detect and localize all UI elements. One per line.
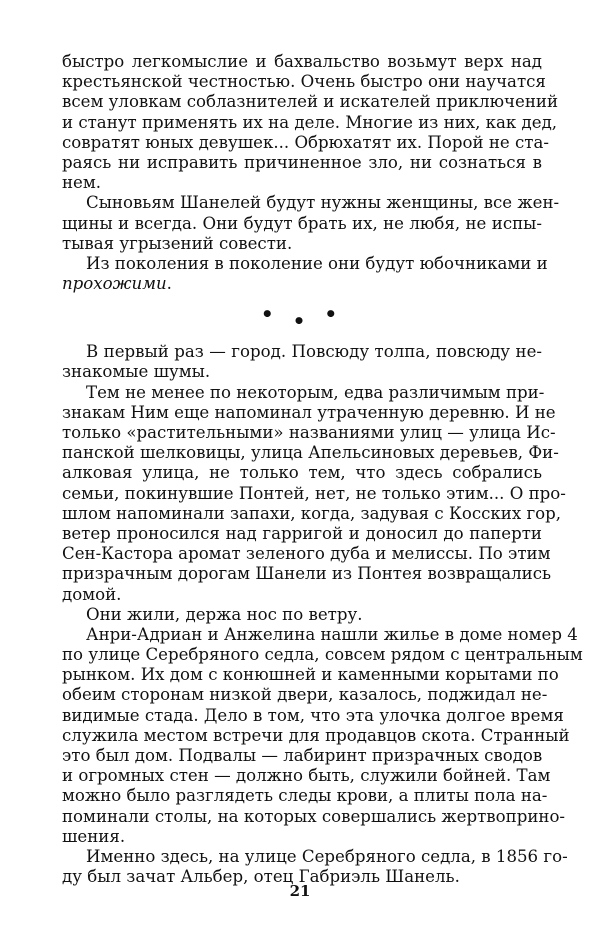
italic-line: [62, 274, 542, 294]
text-line: обеим сторонам низкой двери, казалось, поджидал не-: [62, 685, 548, 705]
text-line: по улице Серебряного седла, совсем рядом с центральным: [62, 645, 583, 665]
text-line: ветер проносился над гарригой и доносил до паперти: [62, 523, 542, 543]
text-line: всем уловкам соблазнителей и искателей приключений: [62, 92, 559, 112]
separator-dot: •: [260, 302, 280, 327]
section-2: [62, 342, 583, 887]
text-line: семьи, покинувшие Понтей, нет, не только этим... О про-: [62, 483, 566, 503]
text-line: шения.: [62, 826, 126, 846]
text-line: и станут применять их на деле. Многие из них, как дед,: [62, 112, 558, 132]
text-line: и огромных стен — должно быть, служили бойней. Там: [62, 766, 551, 786]
text-line: поминали столы, на которых совершались жертвоприно-: [62, 806, 566, 826]
text-line: тывая угрызений совести.: [62, 233, 293, 253]
text-line: панской шелковицы, улица Апельсиновых деревьев, Фи-: [62, 443, 559, 463]
text-line: знакам Ним еще напоминал утраченную деревню. И не: [62, 402, 556, 422]
section-1: [62, 52, 560, 274]
text-line: знакомые шумы.: [62, 362, 211, 382]
text-line: раясь ни исправить причиненное зло, ни сознаться в: [62, 152, 542, 172]
text-line: служила местом встречи для продавцов скота. Странный: [62, 725, 570, 745]
section-separator: [62, 302, 542, 334]
page-number: 21: [289, 882, 311, 900]
italic-suffix: .: [166, 274, 172, 294]
text-line: Сен-Кастора аромат зеленого дуба и мелиссы. По этим: [62, 544, 551, 564]
text-line: это был дом. Подвалы — лабиринт призрачных сводов: [62, 746, 543, 765]
text-line: домой.: [62, 584, 122, 604]
text-line: щины и всегда. Они будут брать их, не любя, не испы-: [62, 213, 542, 233]
text-line: шлом напоминали запахи, когда, задувая с Косских гор,: [62, 503, 562, 523]
text-line: Они жили, держа нос по ветру.: [86, 604, 363, 624]
text-line: быстро легкомыслие и бахвальство возьмут верх над: [62, 52, 542, 71]
text-line: призрачным дорогам Шанели из Понтея возвращались: [62, 564, 552, 584]
text-line: крестьянской честностью. Очень быстро они научатся: [62, 72, 546, 92]
separator-dot: •: [292, 309, 312, 334]
book-page: [62, 52, 583, 887]
separator-dot: •: [324, 302, 344, 327]
text-line: видимые стада. Дело в том, что эта улочка долгое время: [62, 705, 564, 725]
text-line: совратят юных девушек... Обрюхатят их. Порой не ста-: [62, 132, 549, 152]
text-line: ду был зачат Альбер, отец Габриэль Шанель.: [62, 867, 460, 887]
text-line: можно было разглядеть следы крови, а плиты пола на-: [62, 786, 548, 806]
text-line: Из поколения в поколение они будут юбочниками и: [86, 253, 548, 273]
text-line: В первый раз — город. Повсюду толпа, повсюду не-: [86, 342, 542, 362]
text-line: Сыновьям Шанелей будут нужны женщины, все жен-: [86, 193, 560, 213]
text-line: Тем не менее по некоторым, едва различимым при-: [86, 382, 545, 402]
italic-word: прохожими: [62, 274, 167, 294]
text-line: Анри-Адриан и Анжелина нашли жилье в доме номер 4: [86, 624, 578, 644]
text-line: алковая улица, не только тем, что здесь собрались: [62, 463, 542, 483]
text-line: Именно здесь, на улице Серебряного седла, в 1856 го-: [86, 846, 568, 866]
text-line: нем.: [62, 173, 102, 193]
text-line: рынком. Их дом с конюшней и каменными корытами по: [62, 665, 559, 685]
text-line: только «растительными» названиями улиц — улица Ис-: [62, 423, 556, 442]
